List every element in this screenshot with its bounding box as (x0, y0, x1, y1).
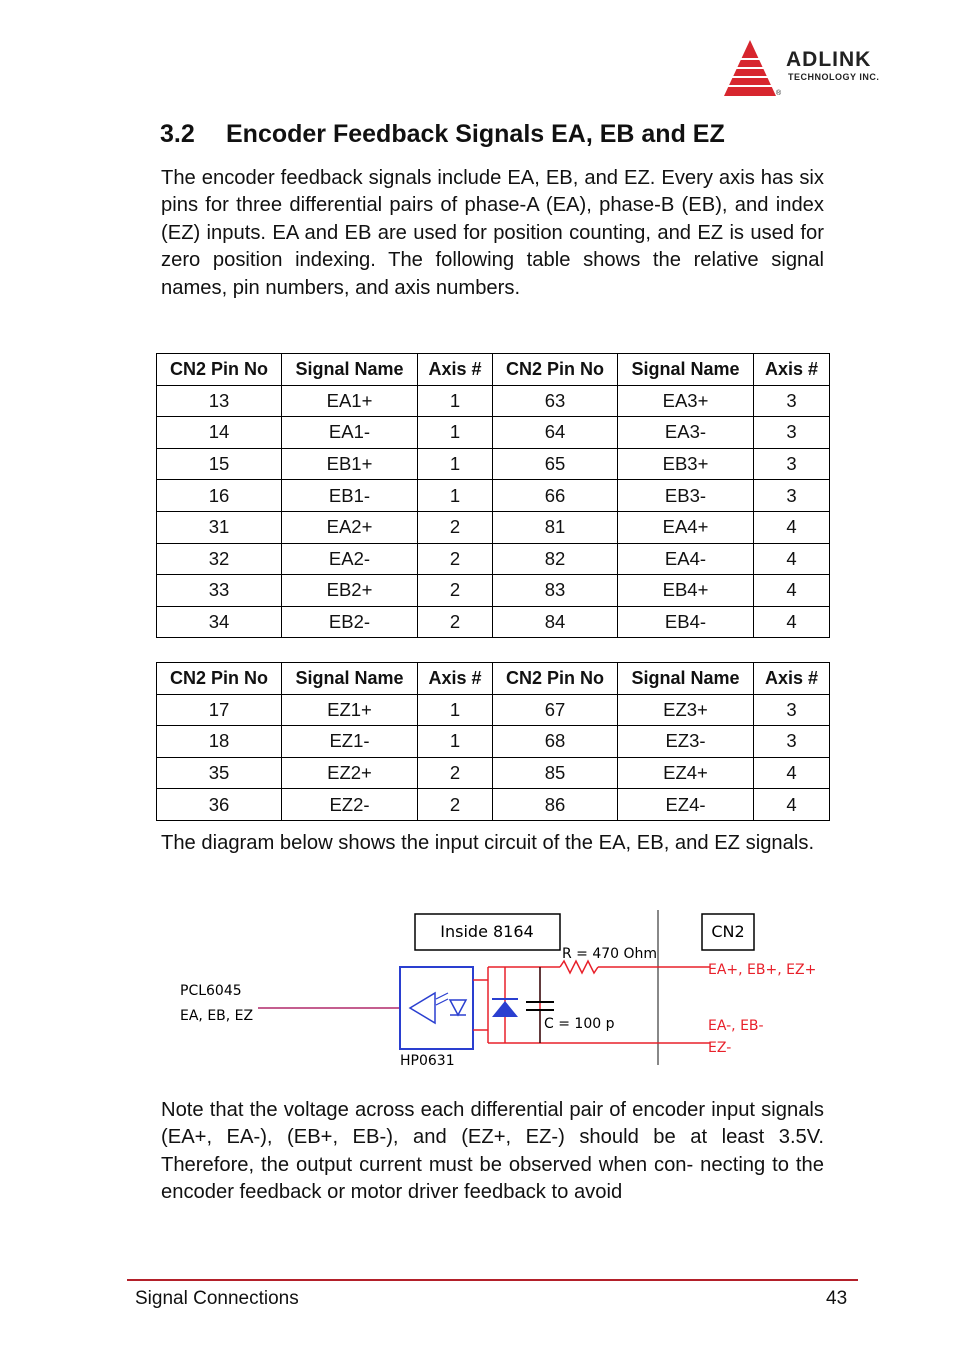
table-row (157, 757, 830, 789)
column-header: Axis # (418, 663, 493, 695)
table-cell: 16 (157, 480, 282, 512)
table-row (157, 417, 830, 449)
opto-transistor-icon (410, 993, 435, 1023)
chip-label: PCL6045 (180, 983, 242, 999)
section-number: 3.2 (160, 120, 195, 148)
table-cell: EZ3- (618, 726, 754, 758)
table-cell: 4 (754, 789, 830, 821)
table-cell: EB4+ (618, 575, 754, 607)
ea-eb-pin-table (156, 353, 830, 638)
table-cell: EZ3+ (618, 694, 754, 726)
table-cell: 3 (754, 448, 830, 480)
table-cell: 1 (418, 448, 493, 480)
table-cell: 1 (418, 694, 493, 726)
table-cell: 31 (157, 511, 282, 543)
encoder-input-circuit-diagram (170, 905, 830, 1075)
adlink-logo (720, 38, 920, 100)
inside-label: Inside 8164 (440, 922, 534, 941)
intro-paragraph: The encoder feedback signals include EA, EB, and EZ. Every axis has six pins for three differential pairs of phase-A (EA), phase-B (EB), and index (EZ) inputs. EA and EB are used for position counting, and EZ is used for zero position indexing. The following table shows the relative signal names, pin numbers, and axis numbers. (161, 167, 824, 299)
table-row (157, 385, 830, 417)
table-cell: 67 (493, 694, 618, 726)
registered-mark: ® (776, 90, 782, 97)
table-cell: 2 (418, 757, 493, 789)
table-cell: 66 (493, 480, 618, 512)
table-cell: 63 (493, 385, 618, 417)
table-cell: 33 (157, 575, 282, 607)
note-paragraph: Note that the voltage across each differential pair of encoder input signals (EA+, EA-), (EB+, EB-), and (EZ+, EZ-) should be at least 3.5V. Therefore, the output current must be observed when con- necting to the encoder feedback or motor driver feedback to avoid (161, 1099, 824, 1204)
column-header: CN2 Pin No (493, 354, 618, 386)
column-header: Signal Name (282, 354, 418, 386)
page-number: 43 (826, 1288, 848, 1309)
diagram-intro-paragraph: The diagram below shows the input circuit of the EA, EB, and EZ signals. (161, 832, 815, 854)
table-cell: 3 (754, 417, 830, 449)
minus-ez-label: EZ- (708, 1040, 732, 1056)
table-cell: 2 (418, 789, 493, 821)
table-cell: 2 (418, 575, 493, 607)
table-cell: 86 (493, 789, 618, 821)
table-cell: 85 (493, 757, 618, 789)
table-cell: EZ2- (282, 789, 418, 821)
table-cell: 4 (754, 511, 830, 543)
table-cell: 65 (493, 448, 618, 480)
table-cell: 4 (754, 575, 830, 607)
column-header: CN2 Pin No (493, 663, 618, 695)
brand-subtitle: TECHNOLOGY INC. (788, 72, 880, 82)
table-header-row (157, 663, 830, 695)
table-cell: 84 (493, 606, 618, 638)
table-row (157, 789, 830, 821)
table-cell: 4 (754, 606, 830, 638)
table-cell: 1 (418, 385, 493, 417)
table-cell: 68 (493, 726, 618, 758)
table-cell: 4 (754, 757, 830, 789)
table-cell: 83 (493, 575, 618, 607)
table-cell: EZ2+ (282, 757, 418, 789)
table-cell: 1 (418, 726, 493, 758)
plus-signals-label: EA+, EB+, EZ+ (708, 962, 817, 978)
column-header: CN2 Pin No (157, 663, 282, 695)
table-cell: 1 (418, 480, 493, 512)
table-cell: EB1- (282, 480, 418, 512)
table-cell: 3 (754, 480, 830, 512)
table-cell: 2 (418, 543, 493, 575)
column-header: Axis # (754, 354, 830, 386)
diode-icon (492, 1001, 518, 1017)
table-cell: EA4+ (618, 511, 754, 543)
chip-signal-label: EA, EB, EZ (180, 1008, 254, 1024)
table-cell: EA2+ (282, 511, 418, 543)
table-cell: 64 (493, 417, 618, 449)
table-row (157, 575, 830, 607)
table-row (157, 726, 830, 758)
opto-led-icon (450, 1000, 466, 1015)
column-header: Axis # (418, 354, 493, 386)
table-cell: EB3+ (618, 448, 754, 480)
table-cell: EZ1+ (282, 694, 418, 726)
table-cell: EA2- (282, 543, 418, 575)
table-cell: 81 (493, 511, 618, 543)
table-row (157, 543, 830, 575)
table-cell: EA3+ (618, 385, 754, 417)
table-cell: 3 (754, 726, 830, 758)
table-cell: 34 (157, 606, 282, 638)
column-header: CN2 Pin No (157, 354, 282, 386)
table-cell: 3 (754, 694, 830, 726)
table-row (157, 606, 830, 638)
table-row (157, 694, 830, 726)
capacitor-label: C = 100 p (544, 1016, 615, 1032)
table-cell: EZ4+ (618, 757, 754, 789)
table-cell: 4 (754, 543, 830, 575)
table-cell: EB2- (282, 606, 418, 638)
table-cell: 1 (418, 417, 493, 449)
table-cell: EB3- (618, 480, 754, 512)
table-row (157, 448, 830, 480)
cn2-label: CN2 (711, 922, 745, 941)
table-cell: EA3- (618, 417, 754, 449)
table-cell: EB2+ (282, 575, 418, 607)
table-row (157, 480, 830, 512)
table-cell: EB4- (618, 606, 754, 638)
optocoupler-label: HP0631 (400, 1053, 455, 1069)
column-header: Signal Name (618, 663, 754, 695)
table-cell: EZ4- (618, 789, 754, 821)
table-cell: 13 (157, 385, 282, 417)
brand-name: ADLINK (786, 48, 872, 71)
table-cell: 32 (157, 543, 282, 575)
table-cell: 3 (754, 385, 830, 417)
table-header-row (157, 354, 830, 386)
table-cell: EA1+ (282, 385, 418, 417)
table-cell: 17 (157, 694, 282, 726)
resistor-icon (560, 961, 598, 973)
column-header: Signal Name (282, 663, 418, 695)
section-title: Encoder Feedback Signals EA, EB and EZ (226, 120, 725, 148)
table-cell: 18 (157, 726, 282, 758)
table-cell: 2 (418, 606, 493, 638)
footer-divider (127, 1279, 858, 1281)
table-cell: EZ1- (282, 726, 418, 758)
ez-pin-table (156, 662, 830, 821)
section-heading (160, 120, 725, 149)
minus-signals-label: EA-, EB- (708, 1018, 764, 1034)
table-cell: 2 (418, 511, 493, 543)
column-header: Signal Name (618, 354, 754, 386)
table-cell: 15 (157, 448, 282, 480)
resistor-label: R = 470 Ohm (562, 946, 658, 962)
table-cell: 82 (493, 543, 618, 575)
table-cell: EA1- (282, 417, 418, 449)
column-header: Axis # (754, 663, 830, 695)
table-cell: 14 (157, 417, 282, 449)
table-row (157, 511, 830, 543)
table-cell: EB1+ (282, 448, 418, 480)
adlink-pyramid-icon (720, 38, 780, 100)
table-cell: 36 (157, 789, 282, 821)
table-cell: EA4- (618, 543, 754, 575)
footer-section-name: Signal Connections (135, 1288, 299, 1309)
table-cell: 35 (157, 757, 282, 789)
